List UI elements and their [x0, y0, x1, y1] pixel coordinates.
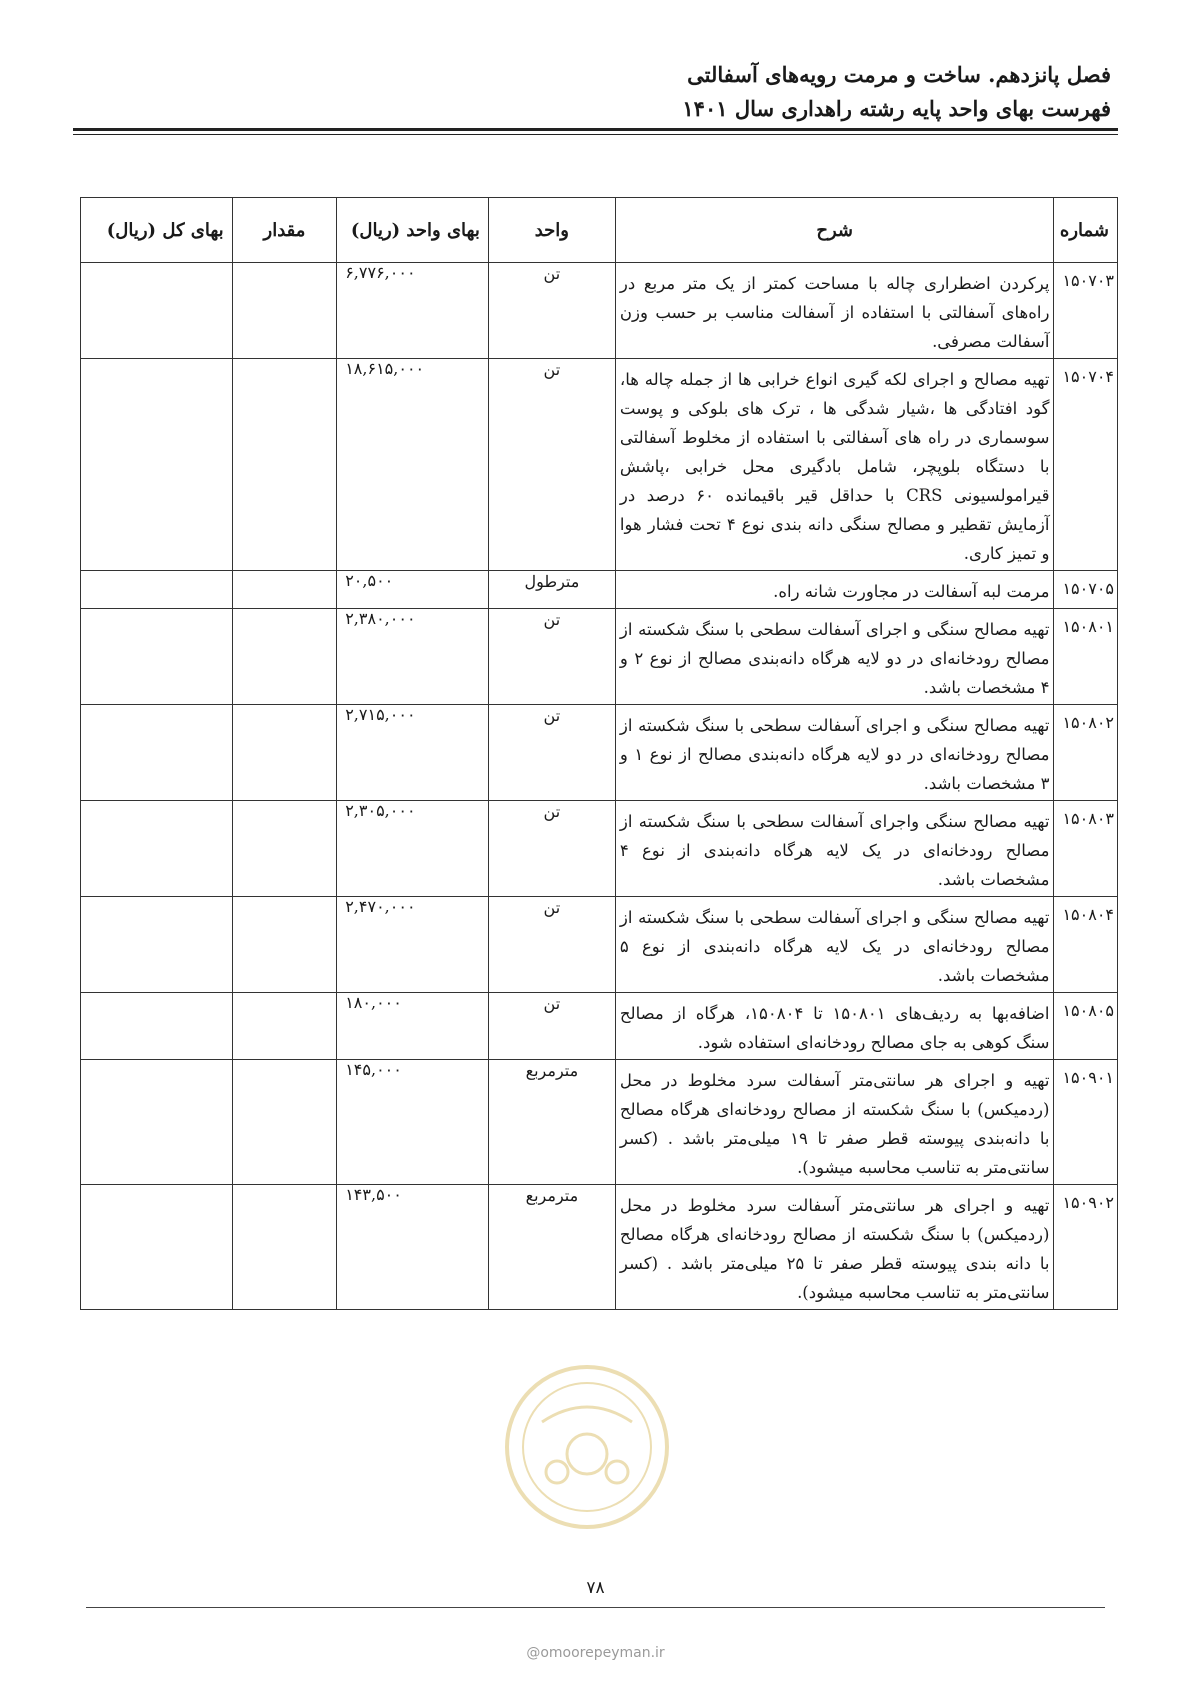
item-description: تهیه و اجرای هر سانتی‌متر آسفالت سرد مخلوط در محل (ردمیکس) با سنگ شکسته از مصالح رودخانه‌ای هرگاه مصالح با دانه‌بندی پیوسته قطر صفر تا ۱۹ میلی‌متر باشد . (کسر سانتی‌متر به تناسب محاسبه میشود). — [615, 1060, 1054, 1185]
page-number: ۷۸ — [586, 1578, 605, 1598]
column-header-quantity: مقدار — [232, 198, 337, 263]
table-row — [81, 263, 1118, 359]
item-quantity — [232, 359, 337, 571]
item-unit: تن — [488, 801, 615, 897]
item-unit: تن — [488, 897, 615, 993]
item-number: ۱۵۰۸۰۵ — [1054, 993, 1118, 1060]
item-number: ۱۵۰۹۰۱ — [1054, 1060, 1118, 1185]
website-watermark: @omoorepeyman.ir — [526, 1645, 665, 1661]
item-total-price — [81, 1060, 233, 1185]
item-unit-price: ۲,۴۷۰,۰۰۰ — [337, 897, 489, 993]
item-unit: تن — [488, 609, 615, 705]
seal-watermark-icon — [502, 1362, 672, 1532]
item-unit: مترمربع — [488, 1185, 615, 1310]
item-unit: تن — [488, 705, 615, 801]
item-description: تهیه مصالح سنگی و اجرای آسفالت سطحی با سنگ شکسته از مصالح رودخانه‌ای در دو لایه هرگاه دانه‌بندی مصالح از نوع ۱ و ۳ مشخصات باشد. — [615, 705, 1054, 801]
item-number: ۱۵۰۷۰۳ — [1054, 263, 1118, 359]
item-description: پرکردن اضطراری چاله با مساحت کمتر از یک متر مربع در راه‌های آسفالتی با استفاده از آسفالت مناسب بر حسب وزن آسفالت مصرفی. — [615, 263, 1054, 359]
column-header-total-price: بهای کل (ریال) — [81, 198, 233, 263]
item-total-price — [81, 609, 233, 705]
item-number: ۱۵۰۷۰۴ — [1054, 359, 1118, 571]
item-description: اضافه‌بها به ردیف‌های ۱۵۰۸۰۱ تا ۱۵۰۸۰۴، هرگاه از مصالح سنگ کوهی به جای مصالح رودخانه‌ای استفاده شود. — [615, 993, 1054, 1060]
item-unit: تن — [488, 993, 615, 1060]
item-total-price — [81, 571, 233, 609]
item-unit: مترمربع — [488, 1060, 615, 1185]
item-quantity — [232, 1060, 337, 1185]
item-total-price — [81, 801, 233, 897]
item-unit-price: ۶,۷۷۶,۰۰۰ — [337, 263, 489, 359]
item-unit-price: ۱۸۰,۰۰۰ — [337, 993, 489, 1060]
column-header-unit-price: بهای واحد (ریال) — [337, 198, 489, 263]
page-header — [80, 58, 1111, 126]
item-description: تهیه مصالح سنگی و اجرای آسفالت سطحی با سنگ شکسته از مصالح رودخانه‌ای در دو لایه هرگاه دانه‌بندی مصالح از نوع ۲ و ۴ مشخصات باشد. — [615, 609, 1054, 705]
item-quantity — [232, 705, 337, 801]
list-title: فهرست بهای واحد پایه رشته راهداری سال ۱۴۰۱ — [682, 96, 1111, 121]
item-quantity — [232, 897, 337, 993]
item-total-price — [81, 993, 233, 1060]
table-row — [81, 609, 1118, 705]
item-unit-price: ۱۴۳,۵۰۰ — [337, 1185, 489, 1310]
footer-divider — [86, 1607, 1105, 1608]
table-row — [81, 359, 1118, 571]
item-description: تهیه مصالح و اجرای لکه گیری انواع خرابی ها از جمله چاله ها، گود افتادگی ها ،شیار شدگی ها ، ترک های بلوکی و پوست سوسماری در راه های آسفالتی با استفاده از مخلوط آسفالتی با دستگاه بلوپچر، شامل بادگیری محل خرابی ،پاشش قیرامولسیونی CRS با حداقل قیر باقیمانده ۶۰ درصد در آزمایش تقطیر و مصالح سنگی دانه بندی نوع ۴ تحت فشار هوا و تمیز کاری. — [615, 359, 1054, 571]
item-total-price — [81, 263, 233, 359]
item-unit: تن — [488, 359, 615, 571]
item-unit-price: ۱۴۵,۰۰۰ — [337, 1060, 489, 1185]
chapter-title: فصل پانزدهم. ساخت و مرمت رویه‌های آسفالتی — [687, 62, 1111, 87]
item-description: تهیه مصالح سنگی واجرای آسفالت سطحی با سنگ شکسته از مصالح رودخانه‌ای در یک لایه هرگاه دانه‌بندی از نوع ۴ مشخصات باشد. — [615, 801, 1054, 897]
column-header-number: شماره — [1054, 198, 1118, 263]
table-row — [81, 993, 1118, 1060]
item-quantity — [232, 263, 337, 359]
item-number: ۱۵۰۸۰۱ — [1054, 609, 1118, 705]
column-header-unit: واحد — [488, 198, 615, 263]
item-description: تهیه و اجرای هر سانتی‌متر آسفالت سرد مخلوط در محل (ردمیکس) با سنگ شکسته از مصالح رودخانه‌ای هرگاه مصالح با دانه بندی پیوسته قطر صفر تا ۲۵ میلی‌متر باشد . (کسر سانتی‌متر به تناسب محاسبه میشود). — [615, 1185, 1054, 1310]
table-row — [81, 705, 1118, 801]
table-row — [81, 571, 1118, 609]
table-body — [81, 263, 1118, 1310]
table-row — [81, 897, 1118, 993]
header-divider-thin — [73, 134, 1118, 135]
item-unit-price: ۱۸,۶۱۵,۰۰۰ — [337, 359, 489, 571]
item-quantity — [232, 801, 337, 897]
item-total-price — [81, 1185, 233, 1310]
item-quantity — [232, 1185, 337, 1310]
item-description: مرمت لبه آسفالت در مجاورت شانه راه. — [615, 571, 1054, 609]
item-total-price — [81, 359, 233, 571]
item-unit-price: ۲,۳۸۰,۰۰۰ — [337, 609, 489, 705]
item-unit-price: ۲۰,۵۰۰ — [337, 571, 489, 609]
table-row — [81, 1185, 1118, 1310]
item-unit: مترطول — [488, 571, 615, 609]
item-total-price — [81, 897, 233, 993]
item-quantity — [232, 609, 337, 705]
item-number: ۱۵۰۸۰۳ — [1054, 801, 1118, 897]
table-row — [81, 801, 1118, 897]
item-number: ۱۵۰۷۰۵ — [1054, 571, 1118, 609]
header-divider-thick — [73, 128, 1118, 131]
item-quantity — [232, 993, 337, 1060]
item-number: ۱۵۰۹۰۲ — [1054, 1185, 1118, 1310]
item-number: ۱۵۰۸۰۴ — [1054, 897, 1118, 993]
table-header-row — [81, 198, 1118, 263]
price-table — [80, 197, 1118, 1310]
item-unit-price: ۲,۷۱۵,۰۰۰ — [337, 705, 489, 801]
item-total-price — [81, 705, 233, 801]
table-row — [81, 1060, 1118, 1185]
item-quantity — [232, 571, 337, 609]
item-unit-price: ۲,۳۰۵,۰۰۰ — [337, 801, 489, 897]
column-header-description: شرح — [615, 198, 1054, 263]
item-description: تهیه مصالح سنگی و اجرای آسفالت سطحی با سنگ شکسته از مصالح رودخانه‌ای در یک لایه هرگاه دانه‌بندی از نوع ۵ مشخصات باشد. — [615, 897, 1054, 993]
item-number: ۱۵۰۸۰۲ — [1054, 705, 1118, 801]
item-unit: تن — [488, 263, 615, 359]
